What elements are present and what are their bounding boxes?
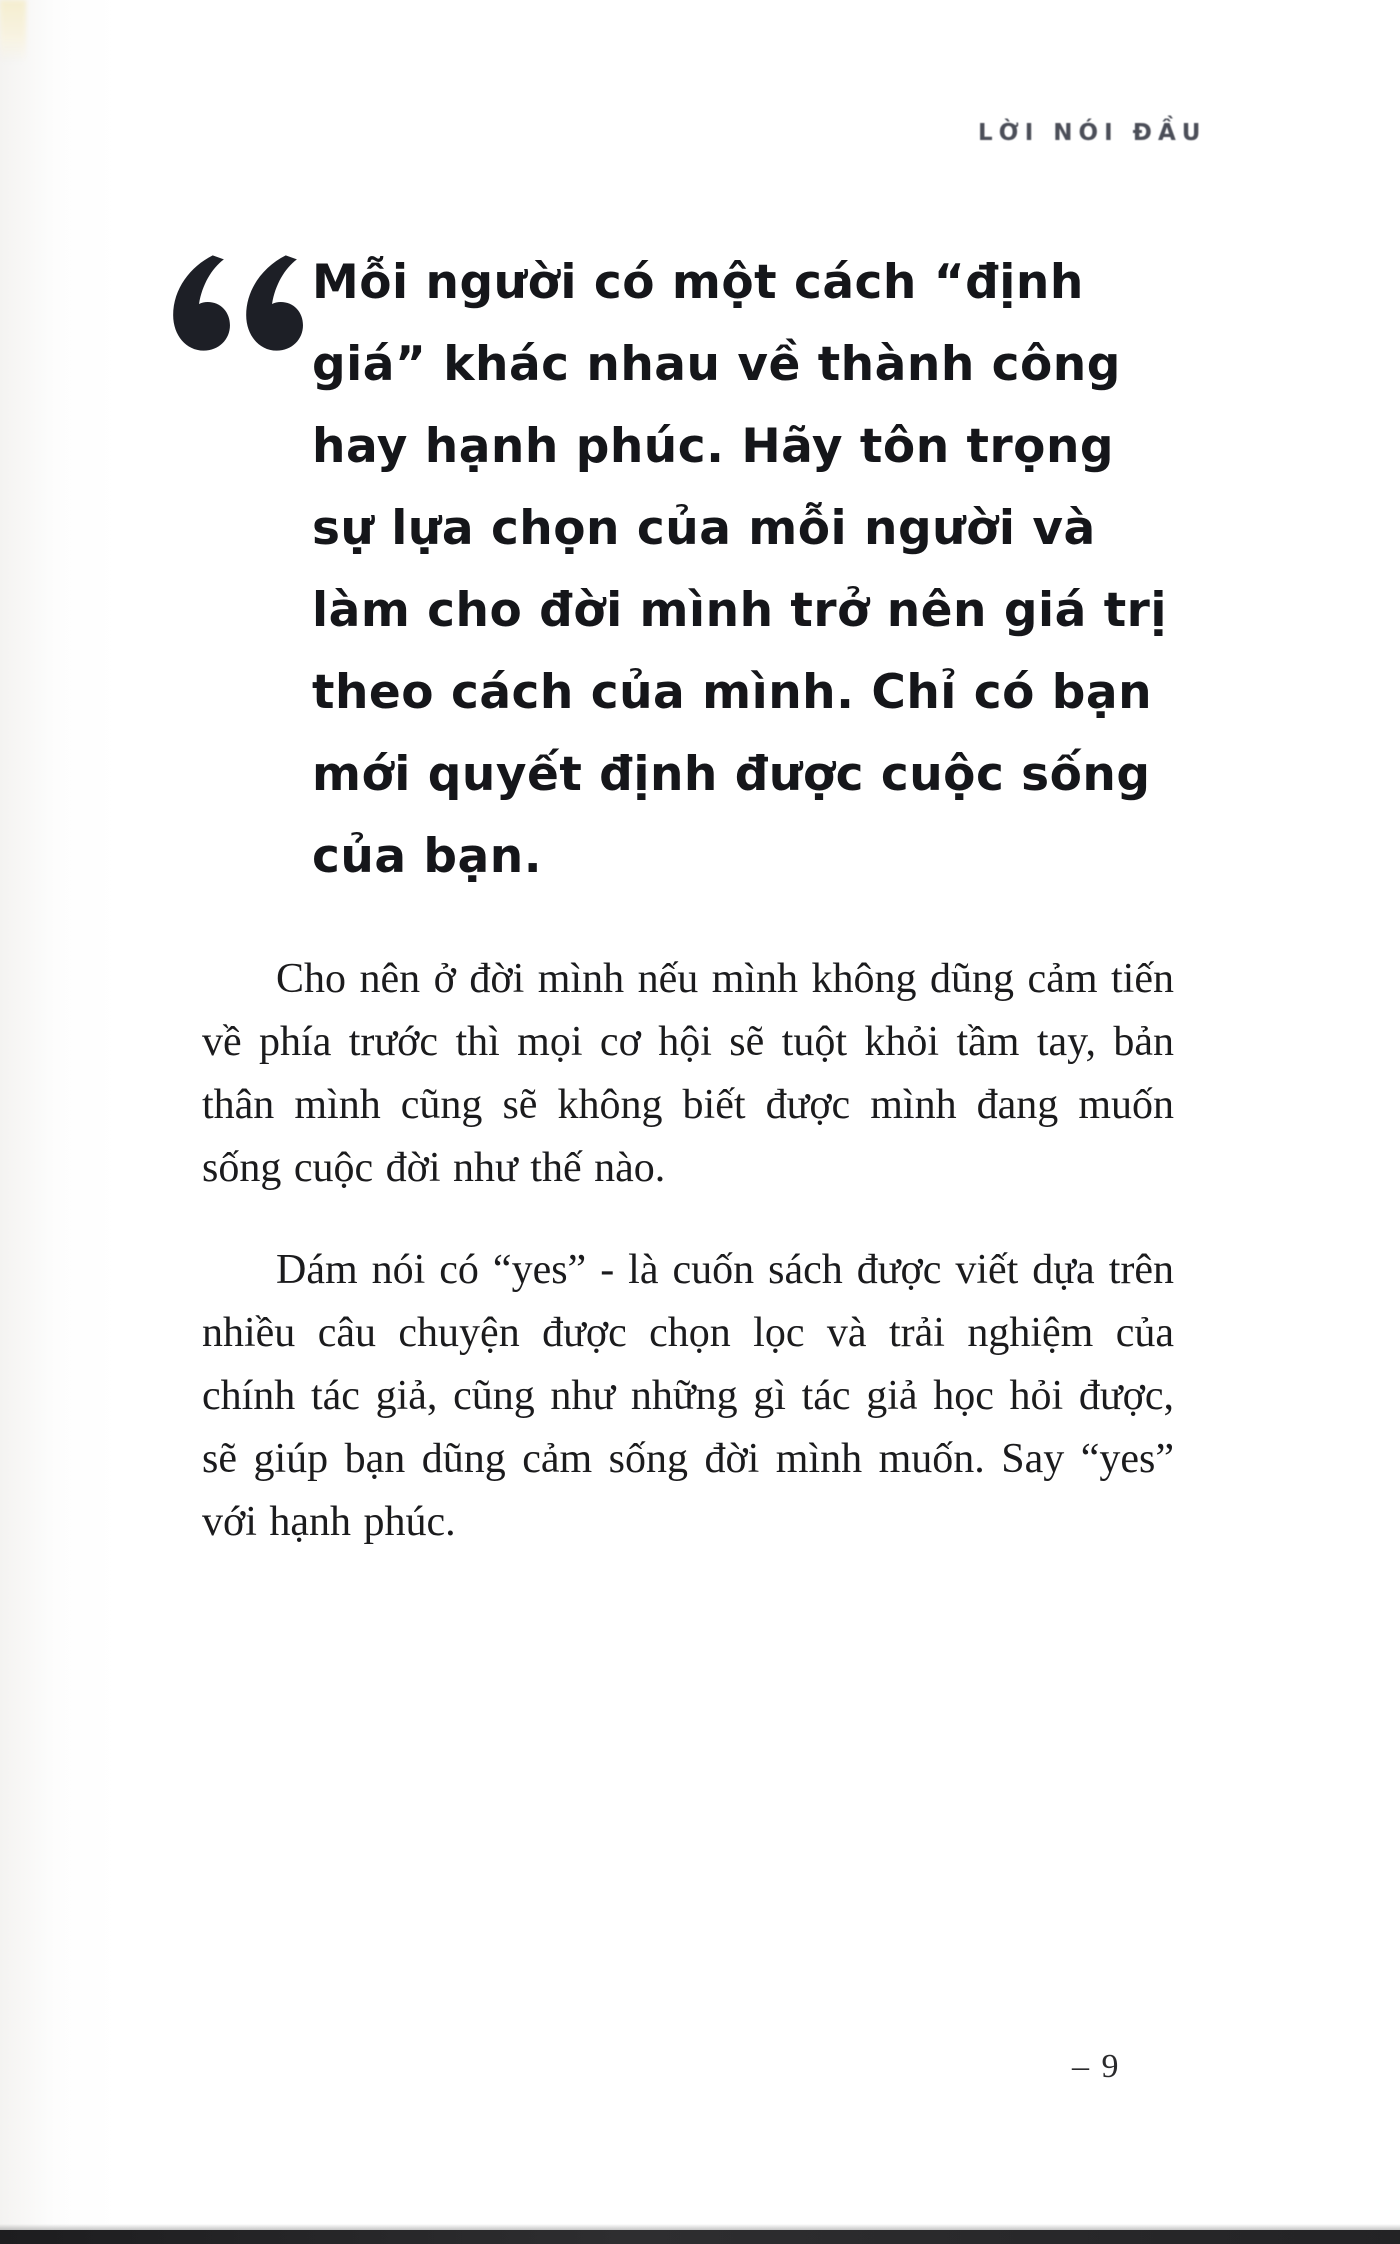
page-number: – 9 xyxy=(1072,2048,1121,2085)
quote-line: mới quyết định được cuộc sống xyxy=(312,747,1151,802)
quote-line: sự lựa chọn của mỗi người và xyxy=(312,501,1096,556)
quote-line: làm cho đời mình trở nên giá trị xyxy=(312,583,1167,638)
body-paragraph: Cho nên ở đời mình nếu mình không dũng cảm tiến về phía trước thì mọi cơ hội sẽ tuột khỏi tầm tay, bản thân mình cũng sẽ không biết được mình đang muốn sống cuộc đời như thế nào. xyxy=(202,956,1174,1191)
body-copy xyxy=(202,948,1174,1554)
quote-line: giá” khác nhau về thành công xyxy=(312,337,1121,392)
running-header: LỜI NÓI ĐẦU xyxy=(978,120,1207,146)
opening-quote-icon xyxy=(162,252,304,356)
quote-line: Mỗi người có một cách “định xyxy=(312,255,1084,310)
quote-line: theo cách của mình. Chỉ có bạn xyxy=(312,665,1153,720)
scan-artifact-corner xyxy=(0,0,26,62)
body-paragraph: Dám nói có “yes” - là cuốn sách được viết dựa trên nhiều câu chuyện được chọn lọc và trải nghiệm của chính tác giả, cũng như những gì tác giả học hỏi được, sẽ giúp bạn dũng cảm sống đời mình muốn. Say “yes” với hạnh phúc. xyxy=(202,1247,1174,1545)
scan-artifact-bottom-edge xyxy=(0,2230,1400,2244)
quote-line: hay hạnh phúc. Hãy tôn trọng xyxy=(312,419,1115,474)
quote-line: của bạn. xyxy=(312,829,543,884)
pull-quote xyxy=(312,242,1172,898)
